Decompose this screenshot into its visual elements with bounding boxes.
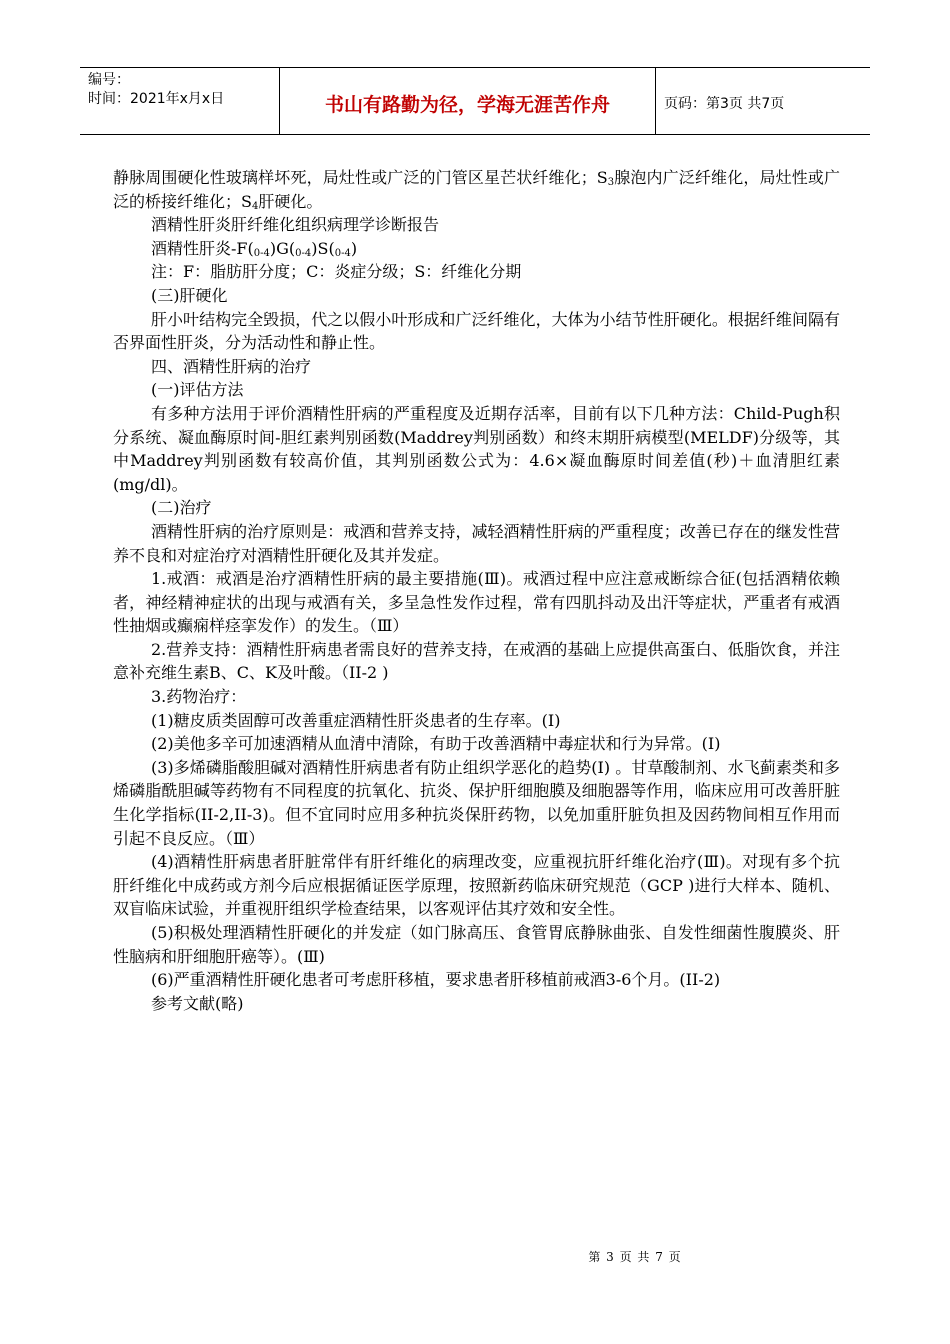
paragraph: 酒精性肝病的治疗原则是：戒酒和营养支持，减轻酒精性肝病的严重程度；改善已存在的继发性营养不良和对症治疗对酒精性肝硬化及其并发症。 bbox=[113, 521, 840, 565]
document-number-label: 编号： bbox=[88, 72, 130, 88]
paragraph: 3.药物治疗： bbox=[151, 687, 247, 707]
references-line: 参考文献(略) bbox=[151, 993, 244, 1013]
paragraph: 静脉周围硬化性玻璃样坏死，局灶性或广泛的门管区星芒状纤维化；$S_3$腺泡内广泛纤维化，局灶性或广泛的桥接纤维化；$S_4$肝硬化。 bbox=[113, 168, 840, 212]
section-heading: 四、酒精性肝病的治疗 bbox=[151, 356, 312, 376]
page-footer: 第 3 页 共 7 页 bbox=[588, 1250, 682, 1264]
section-heading: (一)评估方法 bbox=[151, 380, 244, 400]
page-header bbox=[80, 67, 870, 135]
note-line: 注：F：脂肪肝分度；C：炎症分级；S：纤维化分期 bbox=[151, 262, 522, 282]
list-item: (1)糖皮质类固醇可改善重症酒精性肝炎患者的生存率。(I) bbox=[151, 710, 561, 730]
document-body bbox=[113, 166, 840, 1015]
paragraph: 酒精性肝炎肝纤维化组织病理学诊断报告 bbox=[151, 215, 440, 235]
list-item: (3)多烯磷脂酸胆碱对酒精性肝病患者有防止组织学恶化的趋势(I) 。甘草酸制剂、水飞蓟素类和多烯磷脂酰胆碱等药物有不同程度的抗氧化、抗炎、保护肝细胞膜及细胞器等作用，临床应用可改善肝脏生化学指标(II-2,II-3)。但不宜同时应用多种抗炎保肝药物，以免加重肝脏负担及因药物间相互作用而引起不良反应。（Ⅲ） bbox=[113, 757, 840, 848]
paragraph: 肝小叶结构完全毁损，代之以假小叶形成和广泛纤维化，大体为小结节性肝硬化。根据纤维间隔有否界面性肝炎，分为活动性和静止性。 bbox=[113, 309, 840, 353]
header-left-cell bbox=[80, 68, 280, 134]
list-item: (2)美他多辛可加速酒精从血清中清除，有助于改善酒精中毒症状和行为异常。(I) bbox=[151, 734, 721, 754]
list-item: (4)酒精性肝病患者肝脏常伴有肝纤维化的病理改变，应重视抗肝纤维化治疗(Ⅲ)。对现有多个抗肝纤维化中成药或方剂今后应根据循证医学原理，按照新药临床研究规范（GCP )进行大样本、随机、双盲临床试验，并重视肝组织学检查结果，以客观评估其疗效和安全性。 bbox=[113, 852, 840, 919]
formula-line: 酒精性肝炎$-F(_{0-4})G(_{0-4})S(_{0-4})$ bbox=[151, 238, 358, 259]
section-heading: (三)肝硬化 bbox=[151, 285, 228, 305]
list-item: (6)严重酒精性肝硬化患者可考虑肝移植，要求患者肝移植前戒酒3-6个月。(II-2) bbox=[151, 970, 721, 990]
paragraph: 有多种方法用于评价酒精性肝病的严重程度及近期存活率，目前有以下几种方法：Child-Pugh积分系统、凝血酶原时间-胆红素判别函数(Maddrey判别函数）和终末期肝病模型(MELDF)分级等，其中Maddrey判别函数有较高价值，其判别函数公式为：4.6×凝血酶原时间差值(秒)＋血清胆红素(mg/dl)。 bbox=[113, 403, 840, 494]
paragraph: 1.戒酒：戒酒是治疗酒精性肝病的最主要措施(Ⅲ)。戒酒过程中应注意戒断综合征(包括酒精依赖者，神经精神症状的出现与戒酒有关，多呈急性发作过程，常有四肌抖动及出汗等症状，严重者有戒酒性抽烟或癫痫样痉挛发作）的发生。（Ⅲ） bbox=[113, 569, 840, 636]
section-heading: (二)治疗 bbox=[151, 498, 212, 518]
header-page-info: 页码：第3页 共7页 bbox=[664, 96, 785, 112]
list-item: (5)积极处理酒精性肝硬化的并发症（如门脉高压、食管胃底静脉曲张、自发性细菌性腹膜炎、肝性脑病和肝细胞肝癌等）。(Ⅲ) bbox=[113, 923, 840, 966]
document-time-label: 时间：2021年x月x日 bbox=[88, 91, 225, 107]
paragraph: 2.营养支持：酒精性肝病患者需良好的营养支持，在戒酒的基础上应提供高蛋白、低脂饮食，并注意补充维生素B、C、K及叶酸。（II-2 ) bbox=[113, 639, 840, 683]
header-motto: 书山有路勤为径，学海无涯苦作舟 bbox=[280, 68, 656, 134]
